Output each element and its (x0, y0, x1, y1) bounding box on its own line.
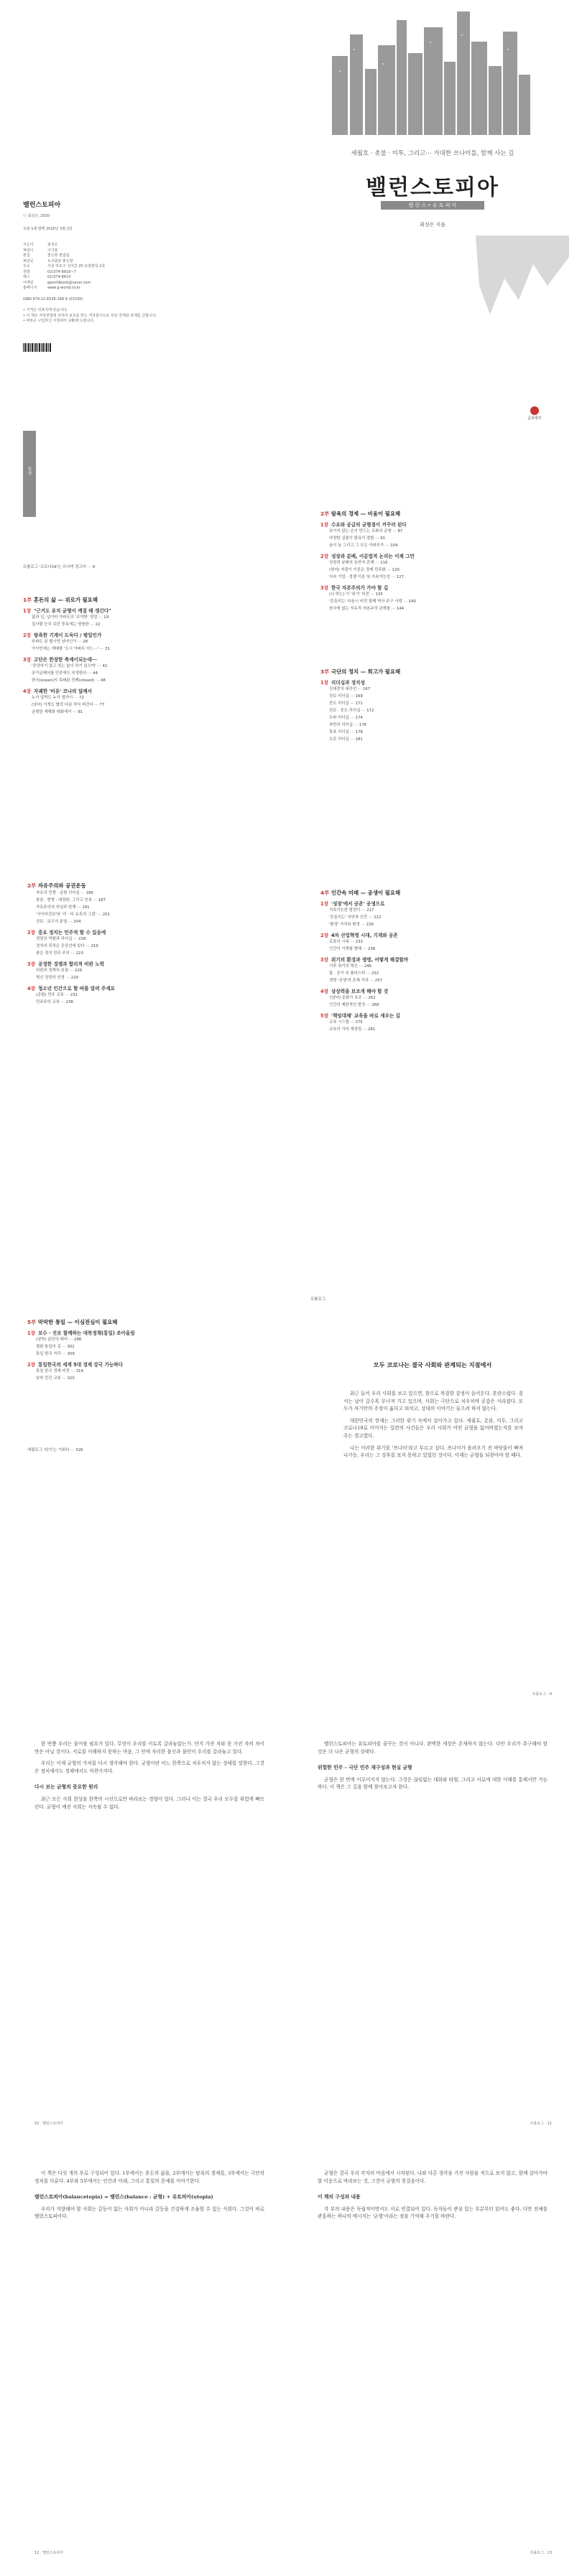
spread-toc-prologue (0, 1289, 582, 1719)
spread-cover (0, 0, 582, 431)
ground-silhouette-image (296, 235, 569, 343)
prologue-page (296, 1289, 569, 1713)
copyright-note: • 가격은 뒤표지에 있습니다. (23, 308, 68, 312)
page-folio: 12 · 밸런스토피아 (34, 2551, 64, 2555)
toc-part2 (320, 510, 558, 612)
toc-part6 (27, 1318, 272, 1382)
toc-page-left (13, 431, 286, 854)
spread-toc-2 (0, 860, 582, 1289)
publisher-logo (527, 406, 541, 421)
toc-item[interactable]: '사이비진보'와 '리 · 타 유혹의 그림' ⋯ 201 (36, 913, 111, 917)
page-folio: 10 · 밸런스토피아 (34, 2122, 64, 2126)
copyright-field: 지은이 최성은 (23, 243, 58, 247)
toc-part-title[interactable]: 2부 자유주의와 공권운동 (27, 882, 86, 889)
isbn: ISBN 979-11-6536-168-9 (03330) (23, 297, 83, 302)
paragraph: 우리는 이제 균형의 가치를 다시 생각해야 한다. 균형이란 어느 한쪽으로 치우치지 않는 상태를 말한다. 그것은 정치에서도 경제에서도 마찬가지다. (34, 1760, 264, 1774)
toc-item[interactable]: 공기금제어를 민중에도 부정한다 ⋯ 44 (32, 671, 98, 676)
toc-chapter[interactable]: 2장 중요 정치는 민주적 할 수 있음에 (27, 930, 106, 935)
toc-item[interactable]: 교육 시스템 ⋯ 275 (329, 1020, 363, 1025)
city-skyline-image (296, 6, 569, 149)
toc-item[interactable]: 성장과 분배의 동반자 관계 ⋯ 116 (329, 561, 388, 565)
paragraph: 우리가 지향해야 할 사회는 갈등이 없는 사회가 아니라 갈등을 건강하게 조율할 수 있는 사회다. 그것이 바로 밸런스토피아다. (34, 2206, 264, 2220)
toc-item[interactable]: 보이지 않는 손이 만드는 조화의 균형 ⋯ 87 (329, 529, 403, 533)
toc-item[interactable]: 평화 통일의 길 ⋯ 302 (36, 1345, 75, 1349)
body-text (34, 2170, 264, 2221)
paragraph: 한 번쯤 우리는 물어볼 필요가 있다. 무엇이 우리를 이토록 갈라놓았는가. 단지 가진 자와 못 가진 자의 차이만은 아닐 것이다. 서로를 이해하지 못하는 마음, 그 안에 자리한 불신과 불안이 우리를 갈라놓고 있다. (34, 1741, 264, 1755)
toc-item[interactable]: 균형한 재해화 대화에서 ⋯ 81 (32, 710, 83, 714)
toc-chapter[interactable]: 2장 탐욕한 기계이 도둑다 / 평일인가 (23, 633, 102, 638)
toc-item[interactable]: (남녀) 이게도 협력 다된 적사 써간다 ⋯ 77 (32, 703, 105, 707)
toc-item[interactable]: 김대중의 대각선 ⋯ 167 (329, 687, 371, 691)
toc-chapter[interactable]: 2장 통일한국의 세계 5대 경제 강국 가능하다 (27, 1362, 123, 1368)
toc-item[interactable]: 통일 한국 경제 비전 ⋯ 314 (36, 1369, 83, 1373)
copyright-note: • 이 책은 저작권법에 의하여 보호를 받는 저작물이므로 무단 전재와 복제를 금합니다. (23, 313, 157, 318)
body-text (34, 1740, 264, 1811)
copyright-field: 홈페이지 www.g-world.co.kr (23, 286, 80, 290)
copyright-note: • 파본은 구입하신 서점에서 교환해 드립니다. (23, 319, 95, 323)
paragraph: 균형은 한 번에 이루어지지 않는다. 그것은 끊임없는 대화와 타협, 그리고 서로에 대한 이해를 통해서만 가능하다. 이 책은 그 길을 함께 찾아보고자 한다. (318, 1776, 548, 1791)
toc-side-tab (23, 431, 36, 517)
toc-item[interactable]: 아이언에는 재배를 '도시 아파트 어느⋯' ⋯ 31 (32, 647, 110, 651)
paragraph: 각 부의 내용은 독립적이면서도 서로 연결되어 있다. 독자들이 관심 있는 부분부터 읽어도 좋다. 다만 전체를 관통하는 하나의 메시지는 '균형'이라는 점을 기억해 주기를 바란다. (318, 2206, 548, 2220)
toc-item[interactable]: 진보 리더십 ⋯ 169 (329, 694, 363, 699)
paragraph: 이 책은 다섯 개의 부로 구성되어 있다. 1부에서는 혼돈의 삶을, 2부에서는 탐욕의 경제를, 3부에서는 극단의 정치를 다룬다. 4부와 5부에서는 인간과 미래, 그리고 통일의 문제를 이야기한다. (34, 2170, 264, 2184)
copyright-field: 편집 좋은땅 편집팀 (23, 253, 70, 258)
toc-chapter[interactable]: 4장 자궤한 '비유' 코나의 덮께서 (23, 689, 92, 694)
body-page-left (13, 1719, 286, 2142)
toc-part5 (27, 882, 272, 1006)
toc-item[interactable]: 자유주의의 허실과 한계 ⋯ 191 (36, 905, 90, 910)
toc-item[interactable]: 다양한 실물이 탐욕이 결합 ⋯ 91 (329, 536, 386, 541)
toc-item[interactable]: 삶과 넋, 넋이터 아파트의 '조야한' 영업 ⋯ 19 (32, 615, 109, 620)
toc-item[interactable]: 비판과 정책의 보장 ⋯ 226 (36, 969, 83, 973)
copyright-field: 팩스 02)374-8614 (23, 275, 71, 279)
toc-item[interactable]: '흔들리는' 다음시 비전 함께 역사 주구 사랑 ⋯ 140 (329, 599, 416, 604)
spread-body-2 (0, 2148, 582, 2576)
cover-page (296, 6, 569, 426)
toc-chapter[interactable]: 2장 성장과 분배, 이분법적 논리는 이제 그만 (320, 554, 415, 559)
body-text (318, 2170, 548, 2221)
paragraph: 대한민국의 현재는 그러한 위기 속에서 살아가고 있다. 세월호, 촛불, 미투, 그리고 코로나19로 이어지는 일련의 사건들은 우리 사회가 어떤 균형을 잃어버렸는지를 보여주는 경고였다. (343, 1417, 523, 1439)
copyright-field: 이메일 gworldbook@naver.com (23, 280, 91, 285)
cover-author: 최성은 지음 (419, 222, 446, 228)
toc-item[interactable]: 로봇의 시대 ⋯ 233 (329, 940, 363, 944)
toc-side-label: 목차 (27, 467, 32, 475)
copyright-field: 펴낸이 이기봉 (23, 248, 58, 253)
copyright-field: 전화 02)374-8616~7 (23, 269, 76, 274)
toc-chapter[interactable]: 1장 '성장'에서 공존' 공생으로 (320, 901, 385, 907)
paragraph: 나는 이러한 위기를 '쓰나미'라고 부르고 싶다. 쓰나미가 몰려오기 전 바닷물이 빠져나가듯, 우리는 그 징후를 보지 못하고 있었던 것이다. 이제는 균형을 되찾아야 할 때다. (343, 1445, 523, 1459)
page-folio: 프롤로그 · 11 (530, 2122, 552, 2126)
paragraph: 최근 모든 사회 현상을 한쪽의 시선으로만 바라보는 경향이 있다. 그러나 이는 결국 우리 모두를 위험에 빠뜨린다. 균형이 깨진 사회는 지속될 수 없다. (34, 1796, 264, 1810)
toc-part-title[interactable]: 3부 극단의 정치 — 회고가 필요해 (320, 668, 401, 675)
page-folio: 프롤로그 · 13 (530, 2551, 552, 2555)
toc-item[interactable]: 남북 민간 교류 ⋯ 320 (36, 1376, 75, 1381)
toc-item[interactable]: 오로 리더십 ⋯ 181 (329, 737, 363, 742)
cover-subtitle: 밸 런 스 • 유 토 피 아 (408, 202, 457, 208)
toc-part-title[interactable]: 1부 혼돈의 삶 — 위로가 필요해 (23, 597, 98, 603)
body-text (318, 1740, 548, 1791)
toc-item[interactable]: (남북) 분단의 태어 ⋯ 298 (36, 1338, 82, 1342)
toc-item[interactable]: 정치의 목적은 공공선에 있다 ⋯ 219 (36, 944, 98, 948)
toc-chapter[interactable]: 4장 청소년 인간으로 할 바를 알려 주세요 (27, 986, 115, 991)
toc-item[interactable]: 부파도 된 협시엔 남녀인가 ⋯ 28 (32, 640, 88, 644)
toc-item[interactable]: 정당의 역할과 리더십 ⋯ 218 (36, 937, 86, 941)
cover-tagline: 세월호 · 촛불 · 미투, 그리고⋯ 거대한 쓰나미를, 함께 사는 길 (351, 150, 514, 157)
toc-item[interactable]: 익숙 기업 · 경쟁 이론 및 지속가능성 ⋯ 127 (329, 575, 405, 579)
toc-page-left-2 (13, 860, 286, 1284)
body-page-right (296, 2148, 569, 2570)
toc-page-right-2 (296, 860, 569, 1284)
toc-item[interactable]: 우파 리더십 ⋯ 174 (329, 716, 363, 720)
toc-item[interactable]: 자유의 전쟁 · 균형 리더십 ⋯ 186 (36, 891, 93, 895)
toc-item[interactable]: '흔들리는' 자연과 인간 ⋯ 222 (329, 915, 382, 920)
copyright-field: 주소 서울 마포구 성지길 25 보광빌딩 2층 (23, 264, 106, 269)
toc-item[interactable]: 한국에 없는 자유적 자본주의 관계를 ⋯ 144 (329, 607, 405, 611)
toc-part-title[interactable]: 4부 인간속 미래 — 공생이 필요해 (320, 890, 401, 896)
toc-item[interactable]: (종합) 민주 교육 ⋯ 232 (36, 993, 78, 997)
toc-part4 (320, 889, 558, 1033)
toc-prologue[interactable]: 프롤로그 '코로나19'는 쓰나미 경고다 ⋯ 9 (23, 565, 96, 569)
toc-part-title[interactable]: 2부 탐욕의 경제 — 비움이 필요해 (320, 510, 401, 517)
section-heading: 다시 보는 균형의 중요한 원리 (34, 1784, 98, 1791)
copyright-line: 초판 1쇄 발행 2020년 3월 2일 (23, 226, 73, 231)
paragraph: 밸런스토피아는 유토피아를 꿈꾸는 것이 아니다. 완벽한 세상은 존재하지 않는다. 다만 우리가 추구해야 할 것은 더 나은 균형의 상태다. (318, 1741, 548, 1755)
copyright-line: ⓒ 최성은, 2020 (23, 214, 50, 218)
toc-item[interactable]: 생명 '공생'의 존재 가치 ⋯ 257 (329, 979, 383, 983)
toc-item[interactable]: 교육의 가치 재정립 ⋯ 281 (329, 1027, 376, 1032)
toc-chapter[interactable]: 2장 4차 산업혁명 시대, 기계와 공존 (320, 933, 398, 938)
toc-epilogue[interactable]: 에필로그 '위기'는 기회다 ⋯ 326 (27, 1448, 83, 1452)
paragraph: 균형은 결국 우리 각자의 마음에서 시작된다. 나와 다른 생각을 가진 사람을 적으로 보지 않고, 함께 살아가야 할 이웃으로 바라보는 것, 그것이 균형의 첫걸음이다. (318, 2170, 548, 2184)
prologue-header: 프롤로그 (310, 1297, 325, 1302)
toc-part-title[interactable]: 5부 막막한 통일 — 이심전심이 필요해 (27, 1319, 118, 1325)
toc-chapter[interactable]: 1장 "근거도 유치 균형이 깨질 때 생긴다" (23, 608, 111, 614)
barcode (23, 343, 52, 352)
toc-chapter[interactable]: 5장 '책임대체' 교육을 바로 세우는 길 (320, 1013, 400, 1019)
body-page-right (296, 1719, 569, 2142)
toc-chapter[interactable]: 4장 상상력을 보조게 해야 할 것 (320, 989, 389, 994)
toc-item[interactable]: 과반의 리더십 ⋯ 176 (329, 723, 367, 727)
toc-chapter[interactable]: 3장 한국 자본주의가 가야 할 길 (320, 585, 389, 591)
toc-chapter[interactable]: 1장 리더십과 정치성 (320, 680, 365, 686)
toc-item[interactable]: '환경' 가치와 환경 ⋯ 226 (329, 923, 374, 927)
toc-item[interactable]: 통일 한국 자리 ⋯ 309 (36, 1352, 75, 1356)
toc-item[interactable]: (나 하는) 이 '위기' 비전 ⋯ 135 (329, 592, 383, 597)
toc-item[interactable]: 인간이 기계를 향해 ⋯ 238 (329, 947, 376, 951)
toc-item[interactable]: 집사람 눈치 보던 중독에는 영원한 ⋯ 22 (32, 622, 101, 627)
toc-chapter[interactable]: 3장 고단은 한장한 축제이되는데⋯ (23, 657, 97, 663)
toc-item[interactable]: 진보 · 중도 리더십 ⋯ 172 (329, 709, 374, 713)
toc-item[interactable]: 목표 리더십 ⋯ 178 (329, 730, 363, 734)
toc-item[interactable]: 지속가능한 발전이 ⋯ 217 (329, 908, 374, 913)
toc-chapter[interactable]: 3장 위기의 환경과 생명, 어떻게 해결할까 (320, 957, 409, 963)
prologue-body (343, 1390, 523, 1460)
toc-item[interactable]: 좋은 정치 민주 주의 ⋯ 223 (36, 951, 83, 956)
spread-body-1 (0, 1719, 582, 2148)
toc-item[interactable]: 물 · 공기 속 플라스틱 ⋯ 252 (329, 971, 379, 976)
copyright-book-title: 밸런스토피아 (23, 202, 61, 209)
toc-item[interactable]: 참된 · 현명 · 대장한, 그리고 인류 ⋯ 187 (36, 898, 106, 902)
toc-chapter[interactable]: 1장 보수 · 진보 함께하는 대북정책(통일) 쏘아올림 (27, 1330, 135, 1336)
publisher-name: 글과생각 (527, 416, 542, 421)
toc-page-left-3 (13, 1289, 286, 1713)
spread-toc-1 (0, 431, 582, 860)
section-heading: 위험한 민주 – 극단 민주 재구성과 현실 균형 (318, 1765, 412, 1771)
body-page-left (13, 2148, 286, 2570)
copyright-field: 펴낸곳 도서출판 좋은땅 (23, 258, 73, 263)
toc-chapter[interactable]: 3장 공정한 경쟁과 합리적 비판 노력 (27, 961, 104, 967)
copyright-page (13, 6, 286, 426)
toc-item[interactable]: 민주주의 교육 ⋯ 236 (36, 1000, 74, 1004)
section-heading: 이 책의 구성과 내용 (318, 2194, 361, 2201)
toc-item[interactable]: 한국(ocean)의 족쇄된 전례(closed) ⋯ 48 (32, 678, 106, 683)
toc-item[interactable]: '중앙하기 않고 취는 없이 하기 있으며' ⋯ 42 (32, 664, 108, 668)
toc-item[interactable]: 진보 · 보수의 분열 ⋯ 204 (36, 920, 81, 924)
toc-page-right (296, 431, 569, 854)
formula-heading: 밸런스토피아(balancetopia) = 밸런스(balance : 균형) + 유토피아(utopia) (34, 2194, 213, 2201)
page-folio: 프롤로그 · 9 (532, 1692, 552, 1697)
paragraph: 최근 들어 우리 사회를 보고 있으면, 참으로 복잡한 감정이 들어온다. 혼란스럽다. 질서는 날이 갈수록 무너져 가고 있으며, 사회는 극단으로 치우치며 공감은 사라졌다. 모두가 자기만의 주장이 옳다고 외치고, 상대의 이야기는 들으려 하지 않는다. (343, 1391, 523, 1412)
toc-item[interactable]: 인간의 제한적인 발전 ⋯ 268 (329, 1003, 379, 1007)
toc-item[interactable]: 혁신 정당의 안정 ⋯ 229 (36, 976, 78, 980)
cover-title: 밸런스토피아 (366, 175, 499, 200)
copyright-lines (23, 214, 73, 232)
toc-chapter[interactable]: 1장 수요와 공급의 균형점이 거꾸러 된다 (320, 522, 407, 528)
toc-part1 (23, 596, 260, 716)
toc-item[interactable]: (남녀) 지출이 이론은 경제 민주화 ⋯ 120 (329, 568, 399, 572)
toc-item[interactable]: 숲이 늘 그리고 그 모든 아파트가 ⋯ 104 (329, 543, 398, 548)
cover-subtitle-band (381, 201, 484, 210)
toc-item[interactable]: 기후 위기의 혁신 ⋯ 246 (329, 964, 371, 969)
toc-item[interactable]: 누가 압박도 누가 엘가이 ⋯ 72 (32, 696, 84, 700)
toc-item[interactable]: '(남녀) 문화가 보조 ⋯ 262 (329, 996, 376, 1000)
prologue-heading: 모두 코로나는 결국 사회와 관계되는 지점에서 (373, 1361, 492, 1368)
copyright-fields (23, 243, 157, 325)
toc-item[interactable]: 중도 리더십 ⋯ 171 (329, 701, 363, 706)
toc-part3 (320, 668, 558, 743)
